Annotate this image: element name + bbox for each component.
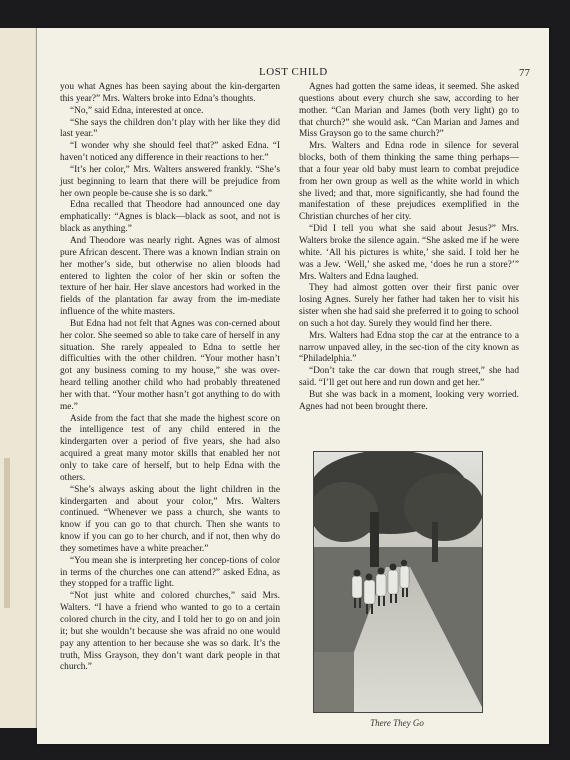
paragraph: But Edna had not felt that Agnes was con-cerned about her color. She seemed so able to take care of herself in any situation. She rarely appealed to Edna to settle her difficulties with the other children. “Your mother hasn’t got any business coming to my house,” she was over-heard telling another child who had probably threatened her with that. “Your mother hasn’t got anything to do with me.”	[60, 318, 280, 412]
left-column	[60, 82, 280, 674]
right-column	[299, 82, 519, 414]
page-number: 77	[519, 67, 530, 79]
paragraph: “She says the children don’t play with her like they did last year.”	[60, 117, 280, 140]
photograph-image	[314, 452, 482, 712]
paragraph: “Did I tell you what she said about Jesus?” Mrs. Walters broke the silence again. “She asked me if he were white. ‘All his pictures is white,’ she said. I told her he was a Jew. ‘Well,’ she asked me, ‘does he run a store?’” Mrs. Walters and Edna laughed.	[299, 224, 519, 282]
binding-strip	[4, 458, 10, 608]
running-head: LOST CHILD	[259, 66, 328, 78]
paragraph: “I wonder why she should feel that?” asked Edna. “I haven’t noticed any difference in their reactions to her.”	[60, 141, 280, 164]
facing-page-edge	[0, 28, 37, 728]
paragraph: They had almost gotten over their first panic over losing Agnes. Surely her father had taken her to visit his sister when she had said she preferred it to going to school on such a hot day. Surely they would find her there.	[299, 283, 519, 329]
paragraph: Aside from the fact that she made the highest score on the intelligence test of any child entered in the kindergarten over a period of five years, she had also acquired a great many motor skills that enabled her not only to take care of herself, but to help Edna with the others.	[60, 413, 280, 483]
paragraph: Mrs. Walters and Edna rode in silence for several blocks, both of them thinking the same thing perhaps—that a four year old baby must learn to combat prejudice from her own group as well as the white world in which she lived; and that, more significantly, she had found the manifestation of these prejudices exemplified in the Christian churches of her city.	[299, 141, 519, 223]
paragraph: “She’s always asking about the light children in the kindergarten and about your color,” Mrs. Walters continued. “Whenever we pass a church, she wants to know if you can go to that church. Then she wants to know if you can go to her church, and if not, then why do they sometimes have a white preacher.”	[60, 484, 280, 554]
paragraph: Agnes had gotten the same ideas, it seemed. She asked questions about every church she saw, according to her mother. “Can Marian and James (both very light) go to that church?” she would ask. “Can Marian and James and Miss Grayson go to the same church?”	[299, 82, 519, 140]
paragraph: you what Agnes has been saying about the kin-dergarten this year?” Mrs. Walters broke into Edna’s thoughts.	[60, 82, 280, 104]
paragraph: “It’s her color,” Mrs. Walters answered frankly. “She’s just beginning to learn that there will be prejudice from her own people be-cause she is so dark.”	[60, 164, 280, 199]
photograph	[313, 451, 483, 713]
photo-caption: There They Go	[370, 718, 424, 728]
paragraph: And Theodore was nearly right. Agnes was of almost pure African descent. There was a known Indian strain on her mother’s side, but otherwise no alien bloods had entered to lighten the color of her skin or soften the texture of her hair. Her slave ancestors had worked in the fields of the plantation far away from the im-mediate influence of the white masters.	[60, 235, 280, 318]
paragraph: Edna recalled that Theodore had announced one day emphatically: “Agnes is black—black as soot, and not is black as anything.”	[60, 200, 280, 235]
book-page	[37, 28, 549, 744]
paragraph: Mrs. Walters had Edna stop the car at the entrance to a narrow unpaved alley, in the sec-tion of the city known as “Philadelphia.”	[299, 330, 519, 365]
paragraph: But she was back in a moment, looking very worried. Agnes had not been brought there.	[299, 389, 519, 412]
paragraph: “Not just white and colored churches,” said Mrs. Walters. “I have a friend who wanted to go to a certain colored church in the city, and I told her to go on and join it; but she wouldn’t because she was afraid no one would pay any attention to her because she was so dark. It’s the truth, Miss Grayson, they don’t want dark people in that church.”	[60, 591, 280, 673]
paragraph: “Don’t take the car down that rough street,” she had said. “I’ll get out here and run down and get her.”	[299, 366, 519, 389]
paragraph: “No,” said Edna, interested at once.	[70, 105, 204, 116]
paragraph: “You mean she is interpreting her concep-tions of color in terms of the churches one can attend?” asked Edna, as they stopped for a traffic light.	[60, 555, 280, 590]
